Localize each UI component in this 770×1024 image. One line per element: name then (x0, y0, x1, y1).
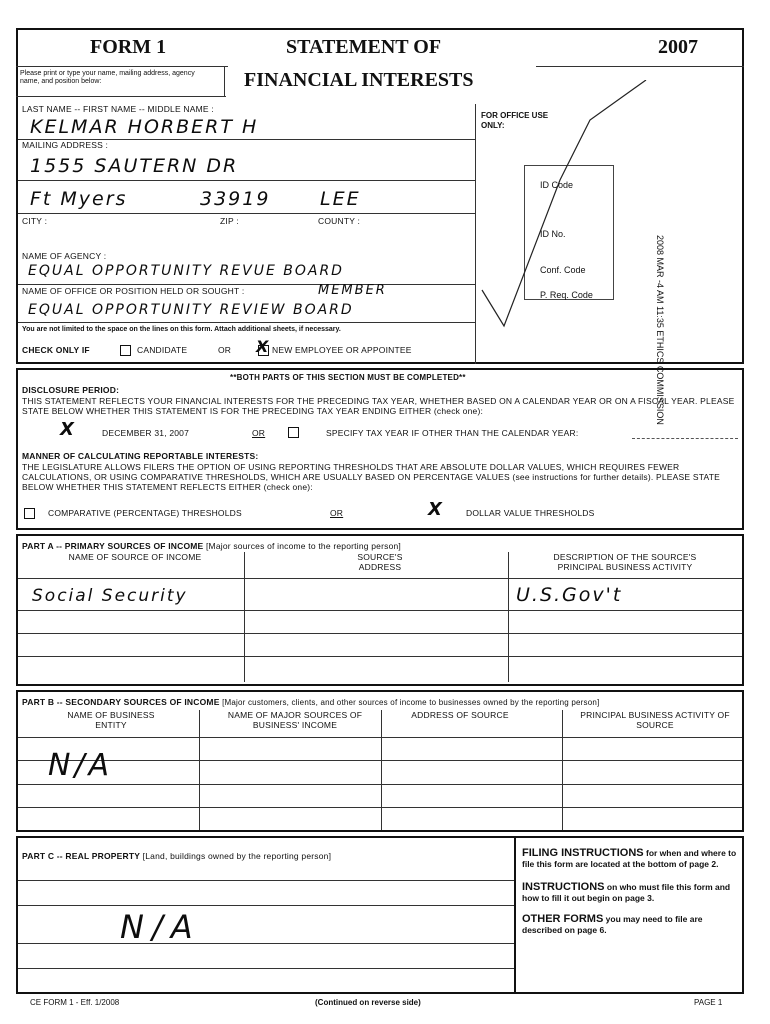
candidate-checkbox[interactable] (120, 345, 131, 356)
comparative-label: COMPARATIVE (PERCENTAGE) THRESHOLDS (48, 508, 242, 518)
december-mark: X (60, 419, 74, 440)
period-heading: DISCLOSURE PERIOD: (22, 385, 120, 395)
title-line2: FINANCIAL INTERESTS (244, 69, 474, 91)
county-value: LEE (320, 188, 361, 210)
id-code-label: ID Code (540, 180, 574, 190)
dollar-mark: X (428, 499, 442, 520)
position-value-a: MEMBER (318, 283, 387, 298)
part-a-row1-name: Social Security (32, 586, 188, 606)
county-label: COUNTY : (318, 216, 361, 226)
office-check-mark (470, 80, 650, 360)
how-to-instructions (522, 882, 738, 904)
zip-label: ZIP : (220, 216, 239, 226)
instructions-title: INSTRUCTIONS (522, 881, 605, 893)
space-note: You are not limited to the space on the lines on this form. Attach additional sheets, if necessary. (22, 326, 341, 333)
part-b-col-sources: NAME OF MAJOR SOURCES OF BUSINESS' INCOME (227, 710, 363, 730)
part-b-heading: PART B -- SECONDARY SOURCES OF INCOME (22, 697, 220, 707)
office-use-title: FOR OFFICE USE ONLY: (481, 111, 549, 130)
new-employee-mark: X (256, 337, 269, 356)
part-a-row1-activity: U.S.Gov't (516, 584, 623, 606)
both-parts-note: **BOTH PARTS OF THIS SECTION MUST BE COMPLETED** (230, 373, 466, 382)
other-forms (522, 914, 738, 936)
part-a-col-address: SOURCE'S ADDRESS (357, 552, 403, 572)
part-a-heading: PART A -- PRIMARY SOURCES OF INCOME (22, 541, 204, 551)
candidate-label: CANDIDATE (137, 345, 188, 355)
zip-value: 33919 (200, 188, 271, 210)
address-label: MAILING ADDRESS : (22, 140, 109, 150)
disclosure-section (16, 368, 744, 530)
form-number: FORM 1 (90, 36, 167, 58)
part-b-subheading: [Major customers, clients, and other sources of income to businesses owned by the reporting person] (222, 698, 600, 707)
conf-code-label: Conf. Code (540, 265, 586, 275)
form-year: 2007 (658, 36, 698, 58)
footer-form-id: CE FORM 1 - Eff. 1/2008 (30, 998, 120, 1007)
p-req-code-label: P. Req. Code (540, 290, 593, 300)
header-bar (16, 28, 744, 64)
part-a-title (22, 541, 401, 551)
candidate-or: OR (218, 345, 232, 355)
instructions-box (522, 848, 738, 936)
other-title: OTHER FORMS (522, 913, 604, 925)
part-b-col-activity: PRINCIPAL BUSINESS ACTIVITY OF SOURCE (580, 710, 730, 730)
filing-text: for when and where to file this form are located at the bottom of page 2. (522, 848, 737, 869)
position-label: NAME OF OFFICE OR POSITION HELD OR SOUGHT : (22, 286, 245, 296)
part-a-col-activity: DESCRIPTION OF THE SOURCE'S PRINCIPAL BUSINESS ACTIVITY (553, 552, 697, 572)
december-label: DECEMBER 31, 2007 (102, 428, 190, 438)
instructions-text: on who must file this form and how to fill it out begin on page 3. (522, 882, 731, 903)
part-b-col-address: ADDRESS OF SOURCE (411, 710, 509, 720)
filing-title: FILING INSTRUCTIONS (522, 847, 644, 859)
name-label: LAST NAME -- FIRST NAME -- MIDDLE NAME : (22, 104, 214, 114)
print-instruction: Please print or type your name, mailing address, agency name, and position below: (20, 70, 195, 85)
specify-year-checkbox[interactable] (288, 427, 299, 438)
manner-text: THE LEGISLATURE ALLOWS FILERS THE OPTION OF USING REPORTING THRESHOLDS THAT ARE ABSOLUTE DOLLAR VALUES, WHICH REQUIRES FEWER CALCULATIONS, OR USING COMPARATIVE THRESHOLDS, WHICH ARE USUALLY BASED ON PERCENTAGE VALUES (see instructions for further details). PLEASE STATE BELOW WHETHER THIS STATEMENT REFLECTS EITHER (check one): (22, 462, 720, 492)
part-b-title (22, 697, 599, 707)
filing-instructions (522, 848, 738, 870)
dollar-label: DOLLAR VALUE THRESHOLDS (466, 508, 595, 518)
agency-label: NAME OF AGENCY : (22, 251, 107, 261)
new-employee-label: NEW EMPLOYEE OR APPOINTEE (272, 345, 412, 355)
address-value: 1555 SAUTERN DR (30, 155, 239, 177)
specify-label: SPECIFY TAX YEAR IF OTHER THAN THE CALENDAR YEAR: (326, 428, 579, 438)
city-value: Ft Myers (30, 188, 128, 210)
part-c-entry: N/A (120, 908, 201, 946)
agency-value: EQUAL OPPORTUNITY REVUE BOARD (28, 263, 344, 279)
part-c-heading: PART C -- REAL PROPERTY (22, 851, 141, 861)
manner-or: OR (330, 508, 344, 518)
footer-page: PAGE 1 (694, 998, 723, 1007)
part-c-subheading: [Land, buildings owned by the reporting person] (142, 851, 332, 861)
period-text: THIS STATEMENT REFLECTS YOUR FINANCIAL INTERESTS FOR THE PRECEDING TAX YEAR, WHETHER BASED ON A CALENDAR YEAR OR ON A FISCAL YEAR. PLEASE STATE BELOW WHETHER THIS STATEMENT IS FOR THE PRECEDING TAX YEAR ENDING EITHER (check one): (22, 396, 735, 416)
part-a-col-name: NAME OF SOURCE OF INCOME (68, 552, 202, 562)
position-value-b: EQUAL OPPORTUNITY REVIEW BOARD (28, 302, 354, 318)
part-b-col-entity: NAME OF BUSINESS ENTITY (67, 710, 155, 730)
comparative-checkbox[interactable] (24, 508, 35, 519)
name-value: KELMAR HORBERT H (30, 116, 259, 138)
title-line1: STATEMENT OF (286, 36, 442, 58)
specify-year-field[interactable] (632, 438, 738, 439)
part-c-title (22, 851, 331, 861)
other-text: you may need to file are described on page 6. (522, 914, 703, 935)
manner-heading: MANNER OF CALCULATING REPORTABLE INTERESTS: (22, 451, 259, 461)
part-a-subheading: [Major sources of income to the reporting person] (205, 541, 401, 551)
part-b-entry: N/A (48, 748, 114, 783)
footer-continued: (Continued on reverse side) (315, 998, 421, 1007)
id-no-label: ID No. (540, 229, 566, 239)
period-or: OR (252, 428, 266, 438)
city-label: CITY : (22, 216, 48, 226)
check-only-if: CHECK ONLY IF (22, 345, 90, 355)
